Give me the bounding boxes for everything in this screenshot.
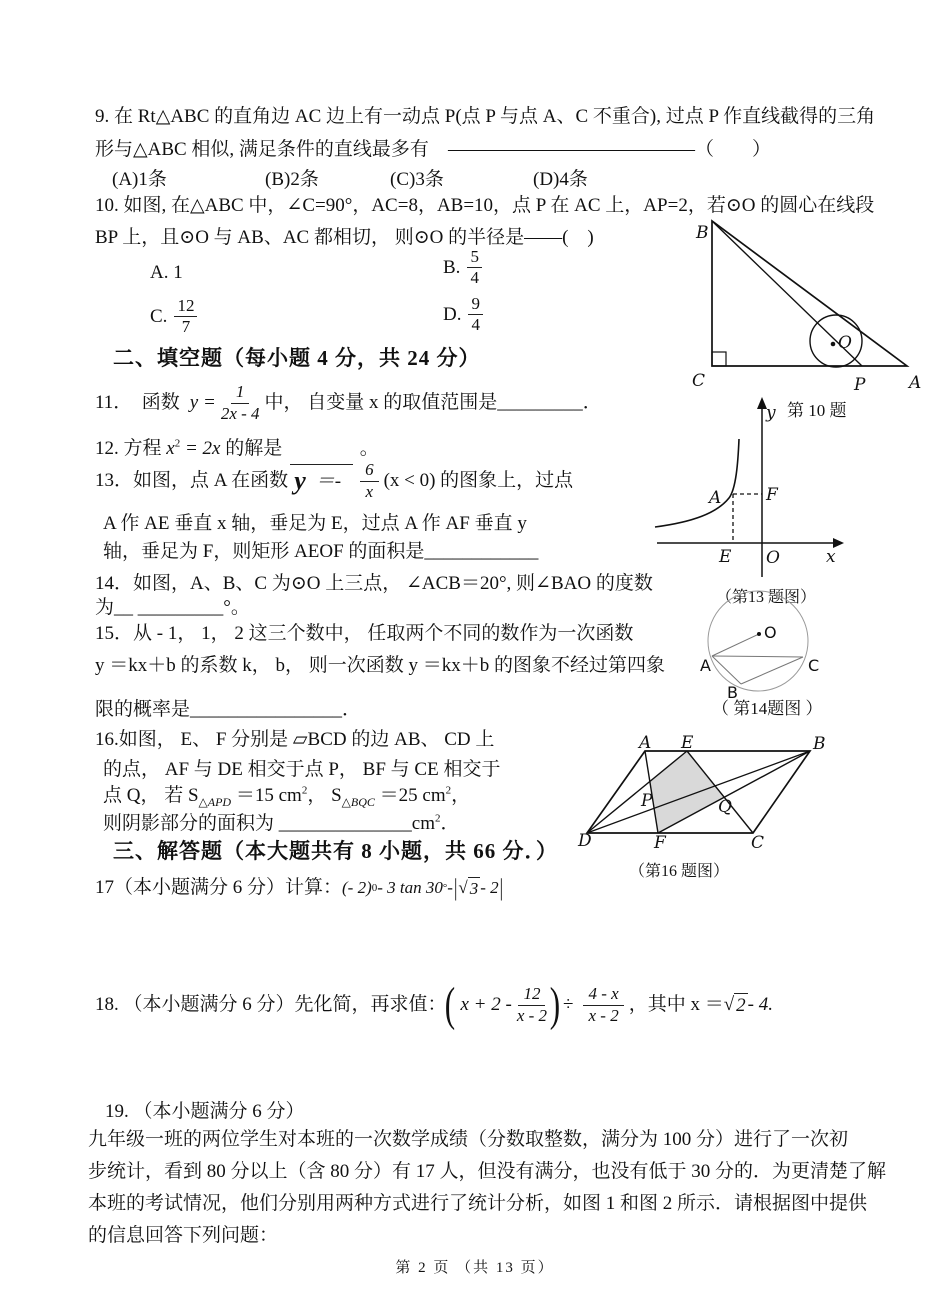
label-y: y xyxy=(766,403,776,423)
q12-period: 。 xyxy=(359,438,379,459)
label-D: D xyxy=(578,831,592,851)
q9-line2-text: 形与△ABC 相似, 满足条件的直线最多有 xyxy=(95,139,448,160)
q13-fraction: $\frac{6}{x}$ xyxy=(360,460,379,502)
q18-text: 18. （本小题满分 6 分）先化简，再求值： xyxy=(95,994,447,1016)
q10-line2: BP 上，且⊙O 与 AB、AC 都相切， 则⊙O 的半径是——( ) xyxy=(95,227,594,248)
q11-text2: 中， 自变量 x 的取值范围是 xyxy=(264,392,498,414)
q16-line4: 则阴影部分的面积为 $\_\_\_\_\_\_\_\_\_\_\_\_\_\_cm^2$． xyxy=(103,812,460,834)
big-paren-close: ) xyxy=(549,978,561,1032)
center-dot xyxy=(757,632,761,636)
q19-line1: 19. （本小题满分 6 分） xyxy=(105,1101,305,1122)
q12-text1: 12. 方程 xyxy=(95,438,162,459)
q19-para3: 本班的考试情况，他们分别用两种方式进行了统计分析，如图 1 和图 2 所示．请根据图中提供 xyxy=(88,1193,868,1214)
q17-text: 17（本小题满分 6 分）计算： xyxy=(95,877,343,898)
q9-answer-paren: （ ） xyxy=(694,139,771,160)
label-P: P xyxy=(641,791,653,811)
q11-line xyxy=(95,379,602,427)
caption-q10: 第 10 题 xyxy=(787,401,847,420)
q16-line3: 点 Q， 若 $S_{\triangle APD} =15$ $cm^2$， $S_{\triangle BQC} =25$ $cm^2$， xyxy=(103,784,471,809)
label-B: B xyxy=(813,734,826,754)
label-Q: Q xyxy=(718,797,732,817)
q9-dash-leader: ————————————— xyxy=(447,139,695,160)
q17-line xyxy=(95,873,504,902)
radical-sign-2: √ xyxy=(723,994,735,1016)
label-C: C xyxy=(808,656,820,675)
q13-text2: (x < 0) 的图象上，过点 xyxy=(383,470,574,492)
q18-cond-text: 其中 x ＝ xyxy=(647,994,724,1016)
label-A: A xyxy=(909,373,922,393)
q15-line2: y ＝kx＋b 的系数 k， b， 则一次函数 y ＝kx＋b 的图象不经过第四象 xyxy=(95,655,666,676)
label-O: O xyxy=(838,333,852,353)
right-angle-mark xyxy=(712,352,726,366)
q9-line1: 9. 在 Rt△ABC 的直角边 AC 边上有一动点 P(点 P 与点 A、C 不重合), 过点 P 作直线截得的三角 xyxy=(95,106,876,127)
q12-text2: 的解是 xyxy=(225,438,283,459)
q19-para4: 的信息回答下列问题： xyxy=(88,1225,279,1246)
q10-option-a: A. 1 xyxy=(150,262,183,283)
hyperbola-curve xyxy=(655,439,739,527)
q11-blank: _________． xyxy=(497,392,602,414)
line-AO xyxy=(712,634,759,656)
caption-q13: （第13 题图） xyxy=(716,589,817,606)
radical-sign: √ xyxy=(458,878,468,897)
label-A: A xyxy=(639,733,652,753)
label-C: C xyxy=(692,371,706,391)
figure-q16-parallelogram xyxy=(575,733,833,856)
q13-line3: 轴，垂足为 F，则矩形 AEOF 的面积是____________ xyxy=(103,541,539,562)
q11-text1: 11． 函数 xyxy=(95,392,180,414)
q18-line xyxy=(95,976,773,1034)
q13-line2: A 作 AE 垂直 x 轴，垂足为 E，过点 A 作 AF 垂直 y xyxy=(103,513,527,534)
q10-line1: 10. 如图, 在△ABC 中，∠C=90°，AC=8，AB=10，点 P 在 AC 上，AP=2，若⊙O 的圆心在线段 xyxy=(95,195,875,216)
label-F: F xyxy=(654,833,666,853)
label-E: E xyxy=(681,733,694,753)
label-x: x xyxy=(826,547,836,567)
label-B: B xyxy=(727,683,738,702)
q9-option-c: (C)3条 xyxy=(390,169,444,190)
figure-q10-triangle xyxy=(680,212,940,394)
q16-sub-BQC: △BQC xyxy=(341,794,375,809)
label-E: E xyxy=(719,547,732,567)
q16-answer-blank: ______________ xyxy=(278,813,412,834)
abs-bar-open: | xyxy=(453,873,458,902)
circle-outline xyxy=(708,591,808,691)
line-BC xyxy=(741,657,803,684)
q16-line2: 的点， AF 与 DE 相交于点 P， BF 与 CE 相交于 xyxy=(103,759,501,780)
radicand: 3 xyxy=(469,878,479,898)
q10-option-d xyxy=(443,294,483,336)
label-A: A xyxy=(709,488,722,508)
label-F: F xyxy=(766,485,778,505)
q9-option-b: (B)2条 xyxy=(265,169,319,190)
q16-line1: 16.如图， E、 F 分别是 ▱BCD 的边 AB、 CD 上 xyxy=(95,729,495,750)
q10-option-b xyxy=(443,247,482,289)
q10-option-c xyxy=(150,296,197,338)
center-dot xyxy=(831,342,836,347)
q9-option-d: (D)4条 xyxy=(533,169,588,190)
q11-fraction: $\frac{1}{2x - 4}$ xyxy=(220,382,260,423)
q13-text1: 13．如图，点 A 在函数 xyxy=(95,470,289,492)
section2-header: 二、填空题（每小题 4 分，共 24 分） xyxy=(113,346,481,370)
q17-formula: (- 2) 0 - 3 tan 30 ° - | √ 3 - 2 | xyxy=(342,873,504,902)
q10-option-d-fraction: 9 4 xyxy=(468,294,483,336)
q14-line1: 14．如图，A、B、C 为⊙O 上三点， ∠ACB＝20°, 则∠BAO 的度数 xyxy=(95,573,653,594)
label-B: B xyxy=(696,223,709,243)
q10-option-d-label: D. xyxy=(443,303,462,325)
line-DB xyxy=(587,751,810,833)
caption-q14: （ 第14题图 ） xyxy=(712,699,823,718)
label-P: P xyxy=(854,375,866,395)
q10-option-b-label: B. xyxy=(443,256,461,278)
division-sign: ÷ xyxy=(563,994,574,1016)
q10-option-c-label: C. xyxy=(150,305,168,327)
q15-line3: 限的概率是________________． xyxy=(95,699,362,720)
section3-header: 三、解答题（本大题共有 8 小题，共 66 分．） xyxy=(113,839,558,863)
chord-AC xyxy=(712,656,803,657)
label-O: O xyxy=(766,548,780,568)
q12-math-x: x xyxy=(166,438,175,459)
q16-sup-1: 2 xyxy=(301,784,308,797)
q18-inner-expr: x + 2 - xyxy=(460,994,512,1016)
q12-math-rest: = 2x xyxy=(180,438,221,459)
q16-sub-APD: △APD xyxy=(198,794,232,809)
caption-q16: （第16 题图） xyxy=(629,863,730,880)
q10-option-b-fraction: 5 4 xyxy=(467,247,482,289)
q16-sup-2: 2 xyxy=(445,784,452,797)
q18-fraction2: $\frac{4 - x}{x - 2}$ xyxy=(583,984,623,1026)
big-paren-open: ( xyxy=(444,978,455,1032)
label-C: C xyxy=(751,833,765,853)
q9-option-a: (A)1条 xyxy=(112,169,167,190)
radicand-2: 2 xyxy=(736,994,746,1016)
q13-function-lhs: y ＝- xyxy=(290,464,353,498)
abs-bar-close: | xyxy=(499,873,504,902)
q18-comma: ， xyxy=(628,994,648,1016)
q11-math: y = xyxy=(189,392,216,414)
shaded-region-EPFQ xyxy=(650,751,724,833)
label-O: O xyxy=(764,623,777,642)
q9-line2 xyxy=(95,138,771,162)
q10-option-c-fraction: 12 7 xyxy=(174,296,197,338)
q19-para2: 步统计，看到 80 分以上（含 80 分）有 17 人，但没有满分，也没有低于 30 分的．为更清楚了解 xyxy=(88,1161,887,1182)
q18-tail: - 4. xyxy=(747,994,773,1016)
page-number-footer: 第 2 页 （共 13 页） xyxy=(395,1260,555,1276)
q15-line1: 15．从 - 1， 1， 2 这三个数中， 任取两个不同的数作为一次函数 xyxy=(95,623,634,644)
q12-exponent: 2 xyxy=(174,437,181,450)
q18-fraction1: $\frac{12}{x - 2}$ xyxy=(516,984,548,1025)
label-A: A xyxy=(700,656,711,675)
q19-para1: 九年级一班的两位学生对本班的一次数学成绩（分数取整数，满分为 100 分）进行了一次初 xyxy=(88,1129,849,1150)
figure-q13-hyperbola xyxy=(645,395,850,583)
q14-line2: 为__ _________°。 xyxy=(95,597,250,618)
q13-line1 xyxy=(95,455,573,507)
